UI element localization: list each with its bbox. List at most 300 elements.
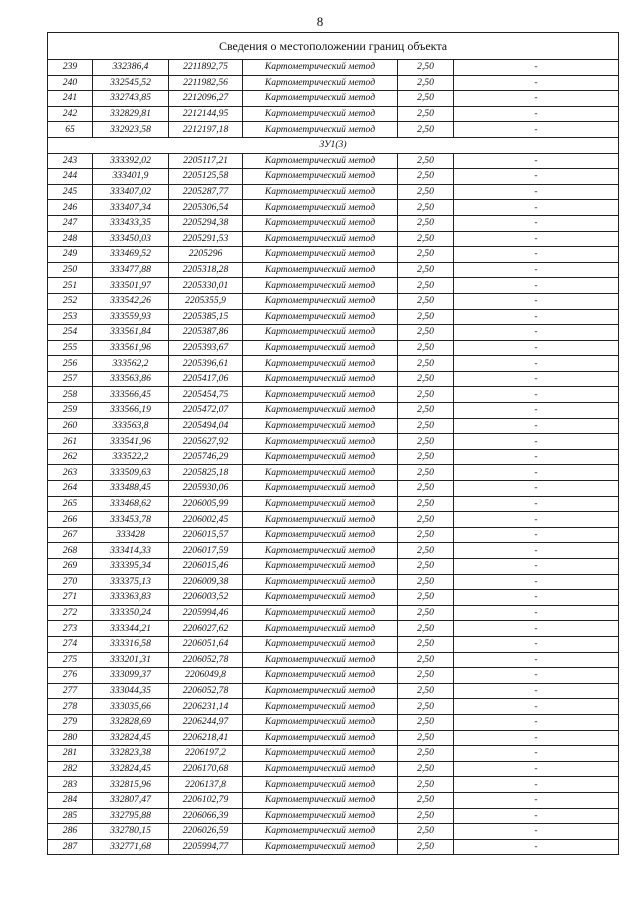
y-coordinate-cell: 2206026,59 bbox=[169, 824, 243, 840]
table-row bbox=[48, 465, 619, 481]
description-cell: - bbox=[454, 75, 619, 91]
accuracy-cell: 2,50 bbox=[398, 60, 454, 76]
x-coordinate-cell: 333395,34 bbox=[93, 559, 169, 575]
table-row bbox=[48, 434, 619, 450]
point-number-cell: 282 bbox=[48, 761, 93, 777]
x-coordinate-cell: 333450,03 bbox=[93, 231, 169, 247]
method-cell: Картометрический метод bbox=[243, 839, 398, 855]
table-header-row bbox=[48, 33, 619, 60]
point-number-cell: 255 bbox=[48, 340, 93, 356]
accuracy-cell: 2,50 bbox=[398, 777, 454, 793]
point-number-cell: 280 bbox=[48, 730, 93, 746]
point-number-cell: 257 bbox=[48, 371, 93, 387]
x-coordinate-cell: 333542,26 bbox=[93, 293, 169, 309]
x-coordinate-cell: 333363,83 bbox=[93, 590, 169, 606]
method-cell: Картометрический метод bbox=[243, 512, 398, 528]
y-coordinate-cell: 2205330,01 bbox=[169, 278, 243, 294]
y-coordinate-cell: 2206244,97 bbox=[169, 714, 243, 730]
y-coordinate-cell: 2205396,61 bbox=[169, 356, 243, 372]
y-coordinate-cell: 2205472,07 bbox=[169, 403, 243, 419]
description-cell: - bbox=[454, 574, 619, 590]
point-number-cell: 239 bbox=[48, 60, 93, 76]
accuracy-cell: 2,50 bbox=[398, 262, 454, 278]
x-coordinate-cell: 333099,37 bbox=[93, 668, 169, 684]
description-cell: - bbox=[454, 559, 619, 575]
table-row bbox=[48, 652, 619, 668]
description-cell: - bbox=[454, 496, 619, 512]
point-number-cell: 276 bbox=[48, 668, 93, 684]
point-number-cell: 244 bbox=[48, 169, 93, 185]
y-coordinate-cell: 2205291,53 bbox=[169, 231, 243, 247]
description-cell: - bbox=[454, 527, 619, 543]
x-coordinate-cell: 333522,2 bbox=[93, 449, 169, 465]
accuracy-cell: 2,50 bbox=[398, 714, 454, 730]
table-row bbox=[48, 730, 619, 746]
section-label: ЗУ1(3) bbox=[48, 137, 619, 153]
table-row bbox=[48, 403, 619, 419]
description-cell: - bbox=[454, 184, 619, 200]
x-coordinate-cell: 332829,81 bbox=[93, 106, 169, 122]
description-cell: - bbox=[454, 403, 619, 419]
point-number-cell: 283 bbox=[48, 777, 93, 793]
x-coordinate-cell: 333035,66 bbox=[93, 699, 169, 715]
table-row bbox=[48, 325, 619, 341]
point-number-cell: 246 bbox=[48, 200, 93, 216]
accuracy-cell: 2,50 bbox=[398, 746, 454, 762]
table-row bbox=[48, 839, 619, 855]
x-coordinate-cell: 332824,45 bbox=[93, 730, 169, 746]
accuracy-cell: 2,50 bbox=[398, 605, 454, 621]
method-cell: Картометрический метод bbox=[243, 465, 398, 481]
point-number-cell: 262 bbox=[48, 449, 93, 465]
table-row bbox=[48, 746, 619, 762]
y-coordinate-cell: 2205494,04 bbox=[169, 418, 243, 434]
table-row bbox=[48, 91, 619, 107]
method-cell: Картометрический метод bbox=[243, 75, 398, 91]
y-coordinate-cell: 2206003,52 bbox=[169, 590, 243, 606]
method-cell: Картометрический метод bbox=[243, 371, 398, 387]
x-coordinate-cell: 333044,35 bbox=[93, 683, 169, 699]
y-coordinate-cell: 2205930,06 bbox=[169, 481, 243, 497]
x-coordinate-cell: 333392,02 bbox=[93, 153, 169, 169]
x-coordinate-cell: 333201,31 bbox=[93, 652, 169, 668]
description-cell: - bbox=[454, 761, 619, 777]
accuracy-cell: 2,50 bbox=[398, 824, 454, 840]
accuracy-cell: 2,50 bbox=[398, 481, 454, 497]
method-cell: Картометрический метод bbox=[243, 714, 398, 730]
x-coordinate-cell: 333559,93 bbox=[93, 309, 169, 325]
point-number-cell: 270 bbox=[48, 574, 93, 590]
accuracy-cell: 2,50 bbox=[398, 683, 454, 699]
point-number-cell: 260 bbox=[48, 418, 93, 434]
x-coordinate-cell: 333561,84 bbox=[93, 325, 169, 341]
method-cell: Картометрический метод bbox=[243, 792, 398, 808]
accuracy-cell: 2,50 bbox=[398, 387, 454, 403]
table-row bbox=[48, 387, 619, 403]
description-cell: - bbox=[454, 636, 619, 652]
point-number-cell: 249 bbox=[48, 247, 93, 263]
x-coordinate-cell: 333469,52 bbox=[93, 247, 169, 263]
accuracy-cell: 2,50 bbox=[398, 247, 454, 263]
table-row bbox=[48, 122, 619, 138]
y-coordinate-cell: 2205385,15 bbox=[169, 309, 243, 325]
method-cell: Картометрический метод bbox=[243, 106, 398, 122]
method-cell: Картометрический метод bbox=[243, 60, 398, 76]
description-cell: - bbox=[454, 122, 619, 138]
x-coordinate-cell: 332743,85 bbox=[93, 91, 169, 107]
accuracy-cell: 2,50 bbox=[398, 434, 454, 450]
method-cell: Картометрический метод bbox=[243, 340, 398, 356]
y-coordinate-cell: 2206009,38 bbox=[169, 574, 243, 590]
description-cell: - bbox=[454, 200, 619, 216]
y-coordinate-cell: 2205746,29 bbox=[169, 449, 243, 465]
accuracy-cell: 2,50 bbox=[398, 668, 454, 684]
table-row bbox=[48, 293, 619, 309]
point-number-cell: 273 bbox=[48, 621, 93, 637]
point-number-cell: 286 bbox=[48, 824, 93, 840]
method-cell: Картометрический метод bbox=[243, 605, 398, 621]
y-coordinate-cell: 2206102,79 bbox=[169, 792, 243, 808]
y-coordinate-cell: 2206005,99 bbox=[169, 496, 243, 512]
point-number-cell: 268 bbox=[48, 543, 93, 559]
method-cell: Картометрический метод bbox=[243, 574, 398, 590]
description-cell: - bbox=[454, 792, 619, 808]
method-cell: Картометрический метод bbox=[243, 309, 398, 325]
x-coordinate-cell: 333562,2 bbox=[93, 356, 169, 372]
y-coordinate-cell: 2205417,06 bbox=[169, 371, 243, 387]
table-row bbox=[48, 371, 619, 387]
point-number-cell: 285 bbox=[48, 808, 93, 824]
description-cell: - bbox=[454, 434, 619, 450]
description-cell: - bbox=[454, 777, 619, 793]
x-coordinate-cell: 332828,69 bbox=[93, 714, 169, 730]
method-cell: Картометрический метод bbox=[243, 527, 398, 543]
point-number-cell: 252 bbox=[48, 293, 93, 309]
accuracy-cell: 2,50 bbox=[398, 231, 454, 247]
accuracy-cell: 2,50 bbox=[398, 839, 454, 855]
y-coordinate-cell: 2205454,75 bbox=[169, 387, 243, 403]
point-number-cell: 250 bbox=[48, 262, 93, 278]
method-cell: Картометрический метод bbox=[243, 356, 398, 372]
accuracy-cell: 2,50 bbox=[398, 496, 454, 512]
table-row bbox=[48, 714, 619, 730]
table-row bbox=[48, 543, 619, 559]
description-cell: - bbox=[454, 387, 619, 403]
table-row bbox=[48, 481, 619, 497]
accuracy-cell: 2,50 bbox=[398, 418, 454, 434]
point-number-cell: 261 bbox=[48, 434, 93, 450]
method-cell: Картометрический метод bbox=[243, 184, 398, 200]
x-coordinate-cell: 332807,47 bbox=[93, 792, 169, 808]
method-cell: Картометрический метод bbox=[243, 122, 398, 138]
method-cell: Картометрический метод bbox=[243, 621, 398, 637]
method-cell: Картометрический метод bbox=[243, 91, 398, 107]
x-coordinate-cell: 332815,96 bbox=[93, 777, 169, 793]
description-cell: - bbox=[454, 714, 619, 730]
y-coordinate-cell: 2206017,59 bbox=[169, 543, 243, 559]
y-coordinate-cell: 2205318,28 bbox=[169, 262, 243, 278]
method-cell: Картометрический метод bbox=[243, 543, 398, 559]
table-row bbox=[48, 340, 619, 356]
point-number-cell: 65 bbox=[48, 122, 93, 138]
method-cell: Картометрический метод bbox=[243, 559, 398, 575]
accuracy-cell: 2,50 bbox=[398, 91, 454, 107]
description-cell: - bbox=[454, 325, 619, 341]
description-cell: - bbox=[454, 449, 619, 465]
y-coordinate-cell: 2205287,77 bbox=[169, 184, 243, 200]
point-number-cell: 284 bbox=[48, 792, 93, 808]
x-coordinate-cell: 333509,63 bbox=[93, 465, 169, 481]
table-row bbox=[48, 184, 619, 200]
point-number-cell: 254 bbox=[48, 325, 93, 341]
y-coordinate-cell: 2206027,62 bbox=[169, 621, 243, 637]
x-coordinate-cell: 333407,02 bbox=[93, 184, 169, 200]
y-coordinate-cell: 2206002,45 bbox=[169, 512, 243, 528]
x-coordinate-cell: 333563,86 bbox=[93, 371, 169, 387]
method-cell: Картометрический метод bbox=[243, 387, 398, 403]
method-cell: Картометрический метод bbox=[243, 481, 398, 497]
accuracy-cell: 2,50 bbox=[398, 325, 454, 341]
x-coordinate-cell: 332771,68 bbox=[93, 839, 169, 855]
accuracy-cell: 2,50 bbox=[398, 465, 454, 481]
point-number-cell: 272 bbox=[48, 605, 93, 621]
accuracy-cell: 2,50 bbox=[398, 75, 454, 91]
y-coordinate-cell: 2212197,18 bbox=[169, 122, 243, 138]
point-number-cell: 253 bbox=[48, 309, 93, 325]
x-coordinate-cell: 333561,96 bbox=[93, 340, 169, 356]
table-row bbox=[48, 106, 619, 122]
description-cell: - bbox=[454, 808, 619, 824]
description-cell: - bbox=[454, 356, 619, 372]
x-coordinate-cell: 332923,58 bbox=[93, 122, 169, 138]
description-cell: - bbox=[454, 91, 619, 107]
x-coordinate-cell: 333428 bbox=[93, 527, 169, 543]
method-cell: Картометрический метод bbox=[243, 200, 398, 216]
accuracy-cell: 2,50 bbox=[398, 169, 454, 185]
y-coordinate-cell: 2206052,78 bbox=[169, 683, 243, 699]
method-cell: Картометрический метод bbox=[243, 169, 398, 185]
point-number-cell: 258 bbox=[48, 387, 93, 403]
table-row bbox=[48, 262, 619, 278]
y-coordinate-cell: 2206218,41 bbox=[169, 730, 243, 746]
point-number-cell: 281 bbox=[48, 746, 93, 762]
accuracy-cell: 2,50 bbox=[398, 808, 454, 824]
y-coordinate-cell: 2206197,2 bbox=[169, 746, 243, 762]
table-row bbox=[48, 683, 619, 699]
point-number-cell: 263 bbox=[48, 465, 93, 481]
description-cell: - bbox=[454, 824, 619, 840]
accuracy-cell: 2,50 bbox=[398, 730, 454, 746]
table-row bbox=[48, 449, 619, 465]
table-row bbox=[48, 824, 619, 840]
y-coordinate-cell: 2205825,18 bbox=[169, 465, 243, 481]
table-row bbox=[48, 699, 619, 715]
method-cell: Картометрический метод bbox=[243, 247, 398, 263]
y-coordinate-cell: 2206051,64 bbox=[169, 636, 243, 652]
description-cell: - bbox=[454, 465, 619, 481]
method-cell: Картометрический метод bbox=[243, 449, 398, 465]
section-row bbox=[48, 137, 619, 153]
table-row bbox=[48, 309, 619, 325]
accuracy-cell: 2,50 bbox=[398, 215, 454, 231]
boundary-points-table bbox=[47, 32, 619, 855]
method-cell: Картометрический метод bbox=[243, 652, 398, 668]
accuracy-cell: 2,50 bbox=[398, 200, 454, 216]
accuracy-cell: 2,50 bbox=[398, 278, 454, 294]
table-row bbox=[48, 574, 619, 590]
method-cell: Картометрический метод bbox=[243, 262, 398, 278]
point-number-cell: 251 bbox=[48, 278, 93, 294]
description-cell: - bbox=[454, 418, 619, 434]
accuracy-cell: 2,50 bbox=[398, 449, 454, 465]
description-cell: - bbox=[454, 60, 619, 76]
method-cell: Картометрический метод bbox=[243, 824, 398, 840]
accuracy-cell: 2,50 bbox=[398, 543, 454, 559]
table-row bbox=[48, 278, 619, 294]
table-row bbox=[48, 75, 619, 91]
accuracy-cell: 2,50 bbox=[398, 792, 454, 808]
point-number-cell: 287 bbox=[48, 839, 93, 855]
y-coordinate-cell: 2206231,14 bbox=[169, 699, 243, 715]
accuracy-cell: 2,50 bbox=[398, 106, 454, 122]
point-number-cell: 245 bbox=[48, 184, 93, 200]
x-coordinate-cell: 333433,35 bbox=[93, 215, 169, 231]
accuracy-cell: 2,50 bbox=[398, 356, 454, 372]
y-coordinate-cell: 2206015,57 bbox=[169, 527, 243, 543]
description-cell: - bbox=[454, 231, 619, 247]
point-number-cell: 243 bbox=[48, 153, 93, 169]
x-coordinate-cell: 333453,78 bbox=[93, 512, 169, 528]
method-cell: Картометрический метод bbox=[243, 418, 398, 434]
accuracy-cell: 2,50 bbox=[398, 309, 454, 325]
description-cell: - bbox=[454, 668, 619, 684]
description-cell: - bbox=[454, 730, 619, 746]
y-coordinate-cell: 2212144,95 bbox=[169, 106, 243, 122]
y-coordinate-cell: 2206137,8 bbox=[169, 777, 243, 793]
description-cell: - bbox=[454, 153, 619, 169]
description-cell: - bbox=[454, 169, 619, 185]
y-coordinate-cell: 2205627,92 bbox=[169, 434, 243, 450]
accuracy-cell: 2,50 bbox=[398, 621, 454, 637]
y-coordinate-cell: 2212096,27 bbox=[169, 91, 243, 107]
description-cell: - bbox=[454, 652, 619, 668]
table-row bbox=[48, 418, 619, 434]
accuracy-cell: 2,50 bbox=[398, 574, 454, 590]
description-cell: - bbox=[454, 247, 619, 263]
y-coordinate-cell: 2205306,54 bbox=[169, 200, 243, 216]
accuracy-cell: 2,50 bbox=[398, 122, 454, 138]
table-row bbox=[48, 60, 619, 76]
table-row bbox=[48, 356, 619, 372]
point-number-cell: 265 bbox=[48, 496, 93, 512]
point-number-cell: 267 bbox=[48, 527, 93, 543]
table-row bbox=[48, 527, 619, 543]
description-cell: - bbox=[454, 512, 619, 528]
description-cell: - bbox=[454, 746, 619, 762]
table-title: Сведения о местоположении границ объекта bbox=[48, 33, 619, 60]
x-coordinate-cell: 333401,9 bbox=[93, 169, 169, 185]
method-cell: Картометрический метод bbox=[243, 496, 398, 512]
x-coordinate-cell: 333344,21 bbox=[93, 621, 169, 637]
point-number-cell: 247 bbox=[48, 215, 93, 231]
x-coordinate-cell: 332795,88 bbox=[93, 808, 169, 824]
description-cell: - bbox=[454, 340, 619, 356]
method-cell: Картометрический метод bbox=[243, 403, 398, 419]
x-coordinate-cell: 332386,4 bbox=[93, 60, 169, 76]
x-coordinate-cell: 332780,15 bbox=[93, 824, 169, 840]
table-row bbox=[48, 761, 619, 777]
x-coordinate-cell: 332823,38 bbox=[93, 746, 169, 762]
y-coordinate-cell: 2205117,21 bbox=[169, 153, 243, 169]
method-cell: Картометрический метод bbox=[243, 636, 398, 652]
method-cell: Картометрический метод bbox=[243, 699, 398, 715]
accuracy-cell: 2,50 bbox=[398, 699, 454, 715]
accuracy-cell: 2,50 bbox=[398, 652, 454, 668]
accuracy-cell: 2,50 bbox=[398, 559, 454, 575]
method-cell: Картометрический метод bbox=[243, 777, 398, 793]
accuracy-cell: 2,50 bbox=[398, 590, 454, 606]
y-coordinate-cell: 2205355,9 bbox=[169, 293, 243, 309]
method-cell: Картометрический метод bbox=[243, 808, 398, 824]
method-cell: Картометрический метод bbox=[243, 683, 398, 699]
x-coordinate-cell: 332545,52 bbox=[93, 75, 169, 91]
accuracy-cell: 2,50 bbox=[398, 184, 454, 200]
description-cell: - bbox=[454, 605, 619, 621]
x-coordinate-cell: 332824,45 bbox=[93, 761, 169, 777]
description-cell: - bbox=[454, 106, 619, 122]
description-cell: - bbox=[454, 371, 619, 387]
x-coordinate-cell: 333566,45 bbox=[93, 387, 169, 403]
point-number-cell: 259 bbox=[48, 403, 93, 419]
point-number-cell: 279 bbox=[48, 714, 93, 730]
method-cell: Картометрический метод bbox=[243, 231, 398, 247]
description-cell: - bbox=[454, 262, 619, 278]
x-coordinate-cell: 333501,97 bbox=[93, 278, 169, 294]
x-coordinate-cell: 333316,58 bbox=[93, 636, 169, 652]
method-cell: Картометрический метод bbox=[243, 730, 398, 746]
table-row bbox=[48, 231, 619, 247]
description-cell: - bbox=[454, 278, 619, 294]
point-number-cell: 275 bbox=[48, 652, 93, 668]
description-cell: - bbox=[454, 839, 619, 855]
x-coordinate-cell: 333541,96 bbox=[93, 434, 169, 450]
description-cell: - bbox=[454, 215, 619, 231]
point-number-cell: 264 bbox=[48, 481, 93, 497]
accuracy-cell: 2,50 bbox=[398, 293, 454, 309]
table-row bbox=[48, 668, 619, 684]
y-coordinate-cell: 2205393,67 bbox=[169, 340, 243, 356]
point-number-cell: 271 bbox=[48, 590, 93, 606]
method-cell: Картометрический метод bbox=[243, 278, 398, 294]
x-coordinate-cell: 333350,24 bbox=[93, 605, 169, 621]
method-cell: Картометрический метод bbox=[243, 668, 398, 684]
point-number-cell: 241 bbox=[48, 91, 93, 107]
accuracy-cell: 2,50 bbox=[398, 527, 454, 543]
accuracy-cell: 2,50 bbox=[398, 636, 454, 652]
x-coordinate-cell: 333488,45 bbox=[93, 481, 169, 497]
y-coordinate-cell: 2205296 bbox=[169, 247, 243, 263]
description-cell: - bbox=[454, 481, 619, 497]
table-row bbox=[48, 169, 619, 185]
y-coordinate-cell: 2205994,46 bbox=[169, 605, 243, 621]
method-cell: Картометрический метод bbox=[243, 590, 398, 606]
y-coordinate-cell: 2205294,38 bbox=[169, 215, 243, 231]
point-number-cell: 274 bbox=[48, 636, 93, 652]
point-number-cell: 269 bbox=[48, 559, 93, 575]
y-coordinate-cell: 2205994,77 bbox=[169, 839, 243, 855]
y-coordinate-cell: 2206066,39 bbox=[169, 808, 243, 824]
point-number-cell: 248 bbox=[48, 231, 93, 247]
